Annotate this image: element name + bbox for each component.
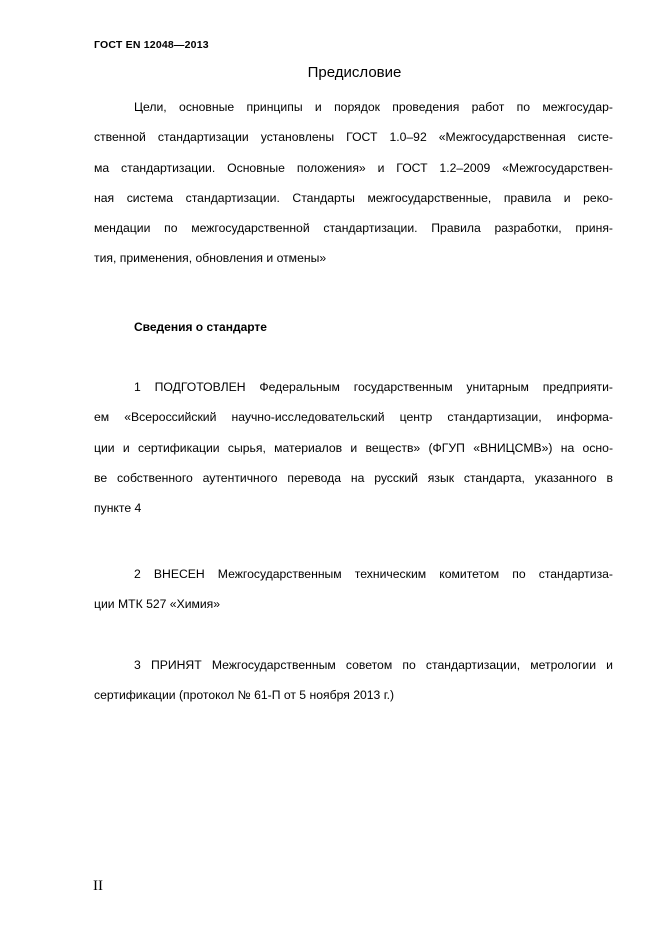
item-1-paragraph — [94, 372, 613, 523]
intro-line: тия, применения, обновления и отмены» — [94, 251, 327, 266]
item-3-paragraph — [94, 650, 613, 711]
intro-line: ма стандартизации. Основные положения» и ГОСТ 1.2–2009 «Межгосударствен- — [94, 160, 613, 175]
page-title: Предисловие — [307, 64, 402, 81]
intro-line: ная система стандартизации. Стандарты межгосударственные, правила и реко- — [94, 190, 613, 205]
intro-line: ственной стандартизации установлены ГОСТ 1.0–92 «Межгосударственная систе- — [94, 130, 613, 145]
item-2-line: 2 ВНЕСЕН Межгосударственным техническим комитетом по стандартиза- — [134, 567, 613, 581]
item-1-line: ве собственного аутентичного перевода на русский язык стандарта, указанного в — [94, 470, 613, 485]
item-3-line: сертификации (протокол № 61-П от 5 ноября 2013 г.) — [94, 688, 395, 703]
item-3-line: 3 ПРИНЯТ Межгосударственным советом по стандартизации, метрологии и — [134, 658, 613, 672]
intro-line: Цели, основные принципы и порядок проведения работ по межгосудар- — [134, 100, 613, 114]
item-1-line: ции и сертификации сырья, материалов и веществ» (ФГУП «ВНИЦСМВ») на осно- — [94, 440, 613, 455]
item-1-line: 1 ПОДГОТОВЛЕН Федеральным государственным унитарным предприяти- — [134, 380, 613, 394]
document-code-header: ГОСТ EN 12048—2013 — [94, 39, 209, 51]
item-1-line: ем «Всероссийский научно-исследовательский центр стандартизации, информа- — [94, 410, 613, 425]
item-2-paragraph — [94, 559, 613, 620]
item-2-line: ции МТК 527 «Химия» — [94, 597, 221, 612]
page-number: II — [93, 878, 103, 894]
item-1-line: пункте 4 — [94, 501, 142, 516]
intro-line: мендации по межгосударственной стандартизации. Правила разработки, приня- — [94, 221, 613, 236]
intro-paragraph — [94, 92, 613, 274]
section-heading: Сведения о стандарте — [134, 320, 267, 334]
